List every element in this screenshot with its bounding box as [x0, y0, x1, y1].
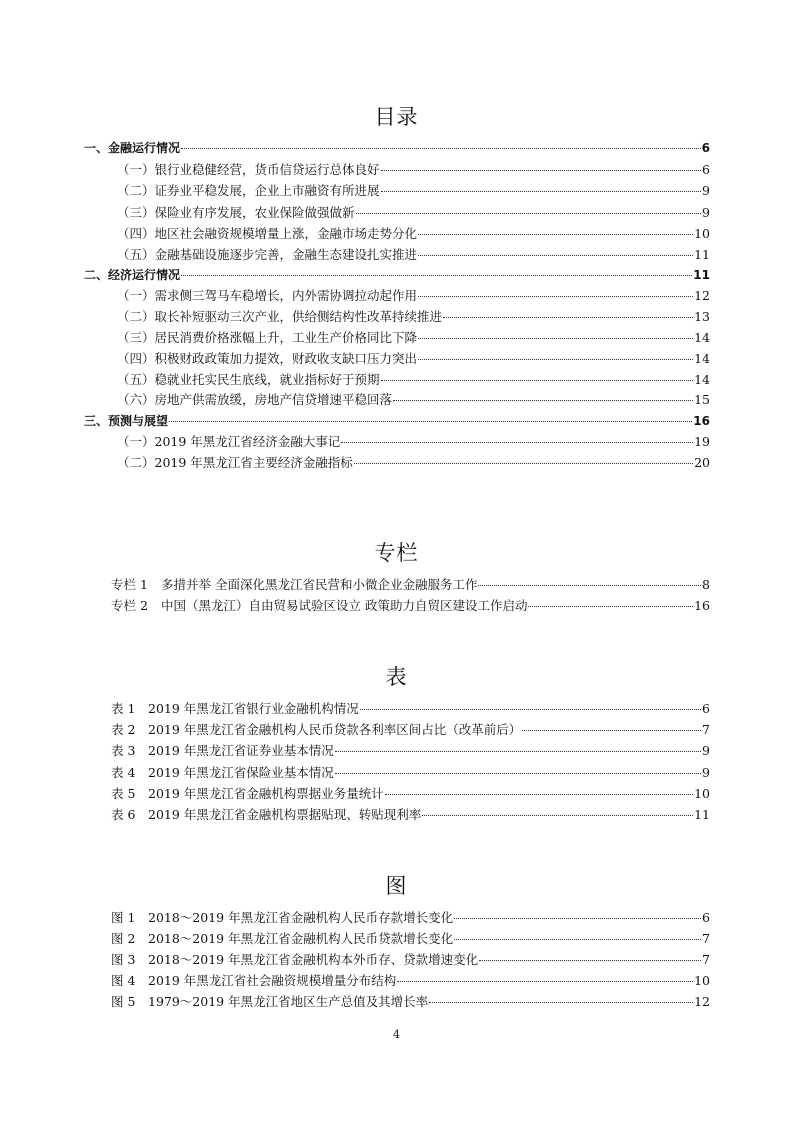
toc-page-number: 9	[702, 205, 710, 220]
dot-leader	[381, 380, 694, 381]
table-number: 表 3	[111, 743, 136, 758]
dot-leader	[443, 317, 693, 318]
toc-item-label: （五）金融基础设施逐步完善，金融生态建设扎实推进	[117, 247, 418, 262]
toc-page-number: 12	[694, 288, 710, 303]
figure-label: 2019 年黑龙江省社会融资规模增量分布结构	[148, 973, 397, 988]
toc-item[interactable]	[117, 372, 710, 388]
toc-section[interactable]	[84, 267, 710, 283]
figure-number: 图 3	[111, 952, 136, 967]
toc-page-number: 14	[694, 351, 710, 366]
dot-leader	[393, 400, 693, 401]
toc-page-number: 11	[693, 268, 710, 282]
toc-item-label: （二）证券业平稳发展，企业上市融资有所进展	[117, 183, 380, 198]
dot-leader	[418, 359, 693, 360]
table-page-number: 6	[702, 701, 710, 716]
toc-section[interactable]	[84, 140, 710, 156]
dot-leader	[418, 296, 693, 297]
toc-item[interactable]	[117, 226, 710, 242]
figure-page-number: 6	[702, 910, 710, 925]
toc-page-number: 6	[701, 141, 710, 155]
table-label: 2019 年黑龙江省证券业基本情况	[148, 743, 334, 758]
dot-leader	[418, 338, 693, 339]
dot-leader	[528, 606, 693, 607]
column-number: 专栏 2	[111, 598, 148, 613]
table-number: 表 5	[111, 786, 136, 801]
figure-entry[interactable]	[111, 994, 710, 1010]
toc-item[interactable]	[117, 392, 710, 408]
toc-item[interactable]	[117, 309, 710, 325]
table-number: 表 4	[111, 765, 136, 780]
toc-page-number: 14	[694, 330, 710, 345]
table-entry[interactable]	[111, 722, 710, 738]
toc-page-number: 11	[694, 247, 710, 262]
column-label: 中国（黑龙江）自由贸易试验区设立 政策助力自贸区建设工作启动	[161, 598, 528, 613]
tables-title: 表	[385, 665, 408, 689]
dot-leader	[418, 234, 693, 235]
toc-item[interactable]	[117, 162, 710, 178]
table-label: 2019 年黑龙江省金融机构票据贴现、转贴现利率	[148, 807, 422, 822]
toc-item-label: （一）2019 年黑龙江省经济金融大事记	[117, 434, 341, 449]
dot-leader	[454, 939, 701, 940]
dot-leader	[429, 1002, 693, 1003]
dot-leader	[478, 585, 701, 586]
dot-leader	[397, 981, 693, 982]
toc-title: 目录	[374, 105, 419, 129]
table-label: 2019 年黑龙江省金融机构人民币贷款各利率区间占比（改革前后）	[148, 722, 522, 737]
figure-entry[interactable]	[111, 931, 710, 947]
dot-leader	[381, 191, 702, 192]
dot-leader	[454, 918, 701, 919]
toc-section-label: 三、预测与展望	[84, 414, 169, 428]
figure-entry[interactable]	[111, 910, 710, 926]
dot-leader	[385, 794, 693, 795]
toc-item[interactable]	[117, 351, 710, 367]
figure-label: 2018～2019 年黑龙江省金融机构人民币存款增长变化	[148, 910, 454, 925]
figure-label: 1979～2019 年黑龙江省地区生产总值及其增长率	[148, 994, 429, 1009]
table-page-number: 11	[694, 807, 710, 822]
toc-page-number: 20	[694, 455, 710, 470]
toc-item-label: （一）需求侧三驾马车稳增长，内外需协调拉动起作用	[117, 288, 418, 303]
toc-item[interactable]	[117, 247, 710, 263]
figure-page-number: 7	[702, 952, 710, 967]
table-page-number: 9	[702, 743, 710, 758]
toc-item[interactable]	[117, 330, 710, 346]
figure-label: 2018～2019 年黑龙江省金融机构本外币存、贷款增速变化	[148, 952, 479, 967]
column-page-number: 16	[694, 598, 710, 613]
column-entry[interactable]	[111, 598, 710, 614]
dot-leader	[169, 421, 692, 422]
toc-item[interactable]	[117, 205, 710, 221]
toc-page-number: 19	[694, 434, 710, 449]
dot-leader	[360, 709, 701, 710]
dot-leader	[479, 960, 701, 961]
dot-leader	[354, 463, 693, 464]
table-entry[interactable]	[111, 765, 710, 781]
dot-leader	[422, 815, 693, 816]
table-label: 2019 年黑龙江省金融机构票据业务量统计	[148, 786, 384, 801]
figure-label: 2018～2019 年黑龙江省金融机构人民币贷款增长变化	[148, 931, 454, 946]
figure-number: 图 4	[111, 973, 136, 988]
toc-page-number: 14	[694, 372, 710, 387]
dot-leader	[341, 442, 693, 443]
toc-page-number: 16	[693, 414, 710, 428]
toc-page-number: 10	[694, 226, 710, 241]
toc-item[interactable]	[117, 434, 710, 450]
dot-leader	[356, 213, 702, 214]
figure-page-number: 10	[694, 973, 710, 988]
figure-entry[interactable]	[111, 952, 710, 968]
dot-leader	[522, 730, 701, 731]
table-entry[interactable]	[111, 743, 710, 759]
toc-item[interactable]	[117, 455, 710, 471]
figure-number: 图 1	[111, 910, 136, 925]
dot-leader	[381, 170, 702, 171]
table-label: 2019 年黑龙江省保险业基本情况	[148, 765, 334, 780]
figures-title: 图	[385, 874, 408, 898]
dot-leader	[418, 255, 693, 256]
page-number: 4	[393, 1028, 400, 1041]
dot-leader	[181, 275, 692, 276]
toc-section-label: 一、金融运行情况	[84, 141, 181, 155]
toc-section[interactable]	[84, 413, 710, 429]
figure-number: 图 5	[111, 994, 136, 1009]
toc-item-label: （一）银行业稳健经营，货币信贷运行总体良好	[117, 162, 380, 177]
dot-leader	[335, 751, 701, 752]
columns-title: 专栏	[374, 541, 419, 565]
toc-item-label: （五）稳就业托实民生底线，就业指标好于预期	[117, 372, 380, 387]
table-number: 表 6	[111, 807, 136, 822]
column-label: 多措并举 全面深化黑龙江省民营和小微企业金融服务工作	[161, 577, 478, 592]
table-number: 表 1	[111, 701, 136, 716]
table-entry[interactable]	[111, 807, 710, 823]
toc-item-label: （三）保险业有序发展，农业保险做强做新	[117, 205, 355, 220]
table-page-number: 7	[702, 722, 710, 737]
dot-leader	[335, 773, 701, 774]
table-page-number: 10	[694, 786, 710, 801]
table-page-number: 9	[702, 765, 710, 780]
column-entry[interactable]	[111, 577, 710, 593]
toc-item-label: （四）地区社会融资规模增量上涨，金融市场走势分化	[117, 226, 418, 241]
table-entry[interactable]	[111, 786, 710, 802]
toc-item[interactable]	[117, 288, 710, 304]
column-number: 专栏 1	[111, 577, 148, 592]
column-page-number: 8	[702, 577, 710, 592]
toc-item-label: （二）取长补短驱动三次产业，供给侧结构性改革持续推进	[117, 309, 443, 324]
toc-page-number: 9	[702, 183, 710, 198]
toc-item-label: （三）居民消费价格涨幅上升，工业生产价格同比下降	[117, 330, 418, 345]
toc-section-label: 二、经济运行情况	[84, 268, 181, 282]
toc-item-label: （四）积极财政政策加力提效，财政收支缺口压力突出	[117, 351, 418, 366]
toc-page-number: 15	[694, 392, 710, 407]
toc-item[interactable]	[117, 183, 710, 199]
table-entry[interactable]	[111, 701, 710, 717]
toc-page-number: 6	[702, 162, 710, 177]
figure-entry[interactable]	[111, 973, 710, 989]
figure-page-number: 7	[702, 931, 710, 946]
table-label: 2019 年黑龙江省银行业金融机构情况	[148, 701, 359, 716]
toc-item-label: （六）房地产供需放缓，房地产信贷增速平稳回落	[117, 392, 393, 407]
dot-leader	[181, 148, 701, 149]
toc-item-label: （二）2019 年黑龙江省主要经济金融指标	[117, 455, 353, 470]
table-number: 表 2	[111, 722, 136, 737]
figure-number: 图 2	[111, 931, 136, 946]
toc-page-number: 13	[694, 309, 710, 324]
figure-page-number: 12	[694, 994, 710, 1009]
